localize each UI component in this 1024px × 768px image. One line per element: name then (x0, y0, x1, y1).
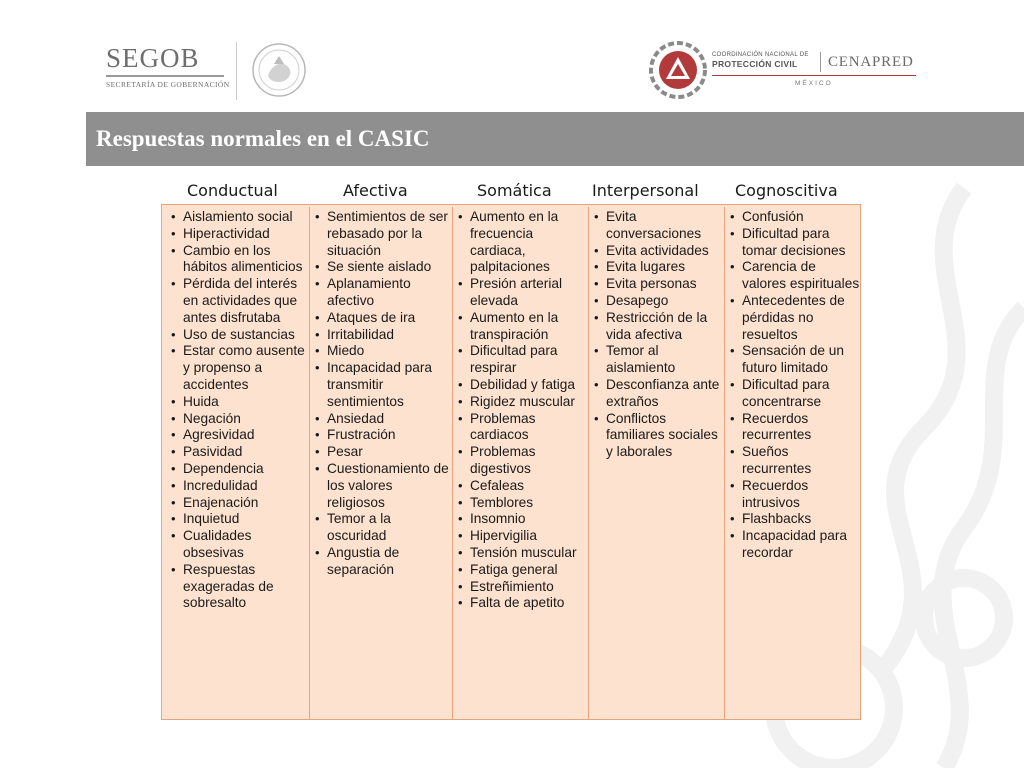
list-item: • Conflictos familiares sociales y laborales (594, 411, 724, 461)
list-item: • Antecedentes de pérdidas no resueltos (730, 293, 860, 343)
list-item: • Tensión muscular (458, 545, 588, 562)
cenapred-logo: CENAPRED (828, 54, 914, 70)
list-item: • Se siente aislado (315, 259, 452, 276)
list-item: • Temor a la oscuridad (315, 511, 452, 545)
cnpc-text (712, 52, 809, 69)
header-conductual: Conductual (187, 181, 278, 200)
list-item: • Aumento en la transpiración (458, 310, 588, 344)
list-item: • Temblores (458, 495, 588, 512)
list-item: • Cambio en los hábitos alimenticios (171, 243, 309, 277)
column-conductual (162, 207, 309, 719)
list-item: • Hiperactividad (171, 226, 309, 243)
list-item: • Falta de apetito (458, 595, 588, 612)
header-somatica: Somática (477, 181, 552, 200)
list-item: • Negación (171, 411, 309, 428)
list-item: • Aislamiento social (171, 209, 309, 226)
segob-logo (106, 44, 230, 89)
list-cognoscitiva (730, 209, 860, 562)
list-item: • Evita personas (594, 276, 724, 293)
list-item: • Insomnio (458, 511, 588, 528)
list-item: • Ataques de ira (315, 310, 452, 327)
table-body (161, 204, 861, 720)
list-afectiva (315, 209, 452, 579)
list-item: • Sueños recurrentes (730, 444, 860, 478)
header (0, 0, 1024, 110)
list-item: • Confusión (730, 209, 860, 226)
list-item: • Miedo (315, 343, 452, 360)
list-item: • Cualidades obsesivas (171, 528, 309, 562)
proteccion-civil-icon (648, 40, 708, 100)
table-header-row (161, 180, 861, 204)
list-item: • Sensación de un futuro limitado (730, 343, 860, 377)
list-item: • Debilidad y fatiga (458, 377, 588, 394)
list-somatica (458, 209, 588, 612)
list-item: • Incredulidad (171, 478, 309, 495)
column-afectiva (309, 207, 452, 719)
list-item: • Aplanamiento afectivo (315, 276, 452, 310)
list-item: • Inquietud (171, 511, 309, 528)
list-interpersonal (594, 209, 724, 461)
list-item: • Hipervigilia (458, 528, 588, 545)
list-item: • Fatiga general (458, 562, 588, 579)
segob-subtitle: SECRETARÍA DE GOBERNACIÓN (106, 80, 230, 89)
list-item: • Cuestionamiento de los valores religiosos (315, 461, 452, 511)
list-item: • Presión arterial elevada (458, 276, 588, 310)
list-item: • Dificultad para tomar decisiones (730, 226, 860, 260)
list-item: • Evita actividades (594, 243, 724, 260)
list-item: • Carencia de valores espirituales (730, 259, 860, 293)
header-divider (236, 42, 237, 100)
list-item: • Recuerdos recurrentes (730, 411, 860, 445)
column-cognoscitiva (724, 207, 860, 719)
list-item: • Rigidez muscular (458, 394, 588, 411)
cenapred-divider (820, 52, 821, 72)
title-bar (86, 112, 1024, 166)
list-item: • Angustia de separación (315, 545, 452, 579)
list-item: • Problemas cardiacos (458, 411, 588, 445)
cnpc-line2: PROTECCIÓN CIVIL (712, 59, 798, 69)
mexico-label: MÉXICO (795, 80, 833, 87)
header-cognoscitiva: Cognoscitiva (735, 181, 838, 200)
list-item: • Evita conversaciones (594, 209, 724, 243)
responses-table (161, 180, 861, 720)
list-item: • Evita lugares (594, 259, 724, 276)
list-item: • Recuerdos intrusivos (730, 478, 860, 512)
list-item: • Cefaleas (458, 478, 588, 495)
header-afectiva: Afectiva (343, 181, 408, 200)
list-item: • Incapacidad para transmitir sentimientos (315, 360, 452, 410)
list-item: • Frustración (315, 427, 452, 444)
list-item: • Huida (171, 394, 309, 411)
list-item: • Flashbacks (730, 511, 860, 528)
list-item: • Incapacidad para recordar (730, 528, 860, 562)
list-item: • Temor al aislamiento (594, 343, 724, 377)
list-item: • Desconfianza ante extraños (594, 377, 724, 411)
list-item: • Desapego (594, 293, 724, 310)
list-item: • Respuestas exageradas de sobresalto (171, 562, 309, 612)
list-item: • Aumento en la frecuencia cardiaca, palpitaciones (458, 209, 588, 276)
list-item: • Dificultad para respirar (458, 343, 588, 377)
list-conductual (171, 209, 309, 612)
cnpc-line1: COORDINACIÓN NACIONAL DE (712, 52, 809, 58)
cnpc-rule (712, 75, 916, 76)
list-item: • Pasividad (171, 444, 309, 461)
list-item: • Estreñimiento (458, 579, 588, 596)
header-interpersonal: Interpersonal (592, 181, 699, 200)
segob-name: SEGOB (106, 43, 200, 73)
list-item: • Dependencia (171, 461, 309, 478)
list-item: • Enajenación (171, 495, 309, 512)
list-item: • Dificultad para concentrarse (730, 377, 860, 411)
list-item: • Uso de sustancias (171, 327, 309, 344)
slide-title: Respuestas normales en el CASIC (96, 126, 430, 151)
column-somatica (452, 207, 588, 719)
list-item: • Agresividad (171, 427, 309, 444)
column-interpersonal (588, 207, 724, 719)
list-item: • Sentimientos de ser rebasado por la situación (315, 209, 452, 259)
list-item: • Ansiedad (315, 411, 452, 428)
list-item: • Irritabilidad (315, 327, 452, 344)
segob-rule (106, 75, 224, 77)
list-item: • Estar como ausente y propenso a accidentes (171, 343, 309, 393)
list-item: • Pesar (315, 444, 452, 461)
list-item: • Problemas digestivos (458, 444, 588, 478)
list-item: • Pérdida del interés en actividades que antes disfrutaba (171, 276, 309, 326)
mexico-seal-icon (246, 40, 312, 100)
list-item: • Restricción de la vida afectiva (594, 310, 724, 344)
